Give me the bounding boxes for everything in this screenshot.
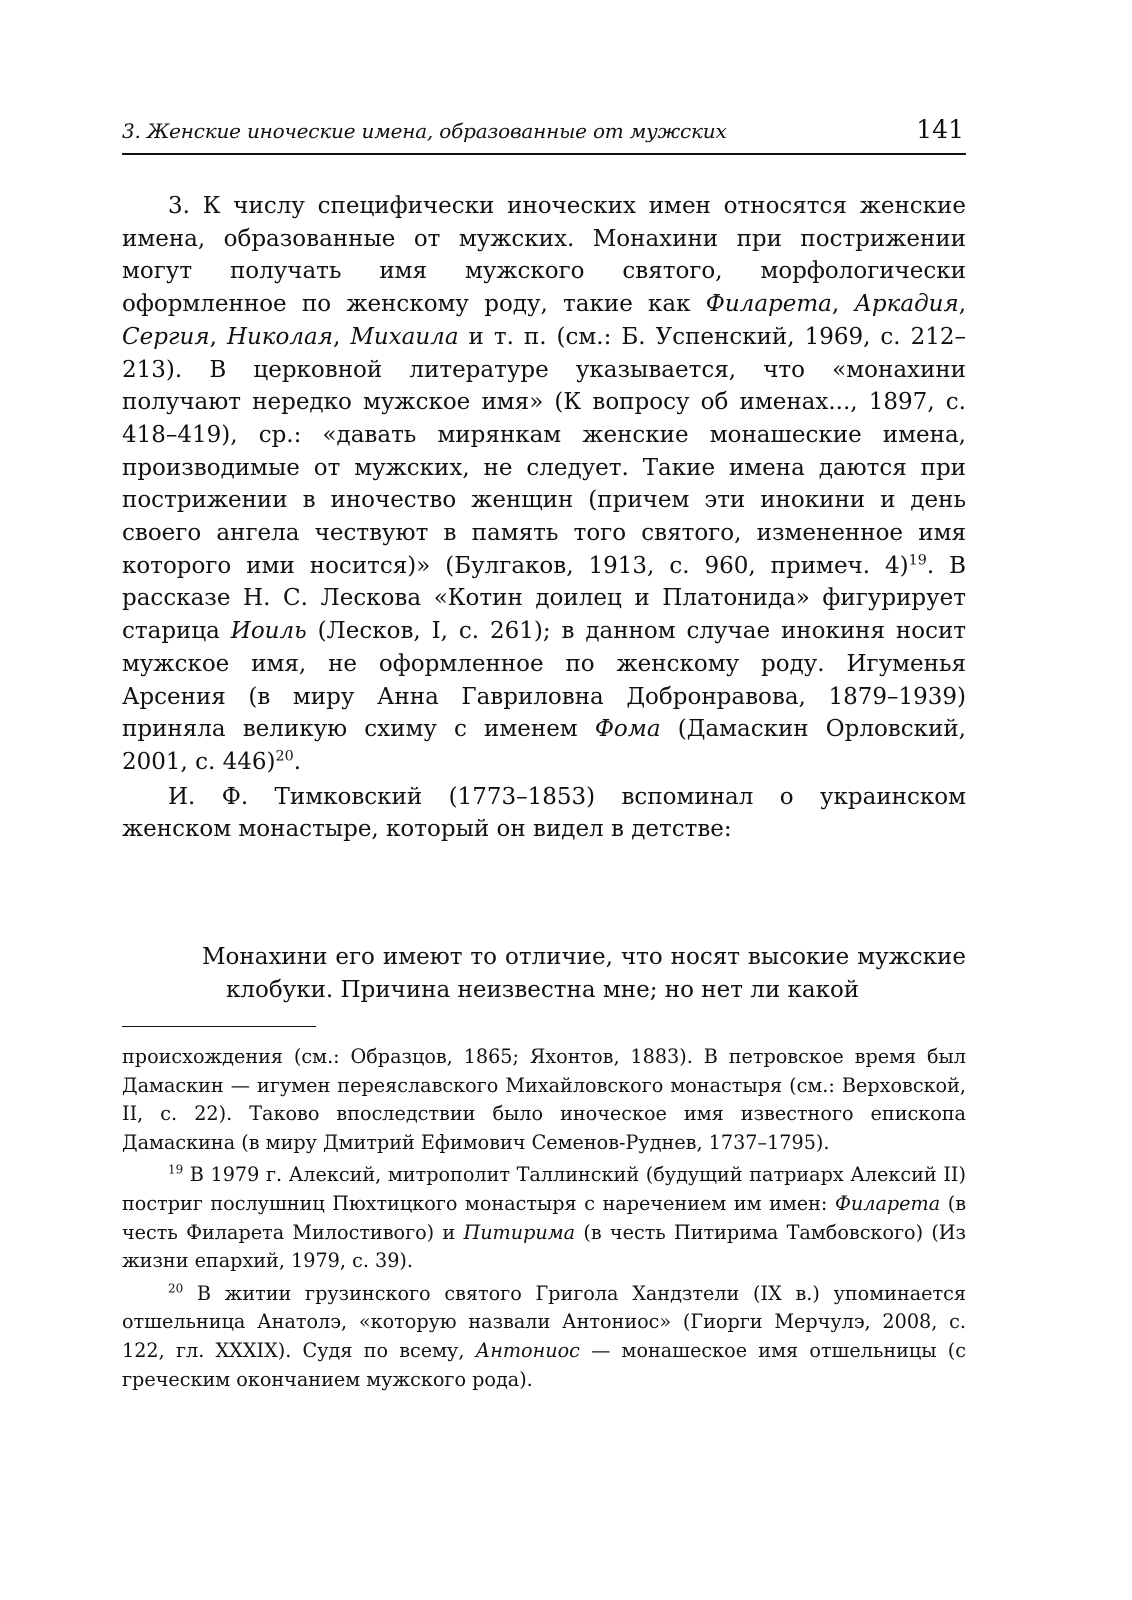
block-quote xyxy=(202,941,966,1006)
italic-name: Филарета xyxy=(705,291,832,318)
running-head: 3. Женские иноческие имена, образованные от мужских xyxy=(122,119,727,143)
footnote-19: $^{19}$ В 1979 г. Алексий, митрополит Таллинский (будущий патриарх Алексий II) постриг послушниц Пюхтицкого монастыря с наречением им имен: Филарета (в честь Филарета Милостивого) и Питирима (в честь Питирима Тамбовского) (Из жизни епархий, 1979, с. 39). xyxy=(122,1162,967,1273)
paragraph-1: 3. К числу специфически иноческих имен относятся женские имена, образованные от мужских. Монахини при пострижении могут получать имя мужского святого, морфологически оформленное по женскому роду, такие как Филарета, Аркадия, Сергия, Николая, Михаила и т. п. (см.: Б. Успенский, 1969, с. 212–213). В церковной литературе указывается, что «монахини получают нередко мужское имя» (К вопросу об именах..., 1897, с. 418–419), ср.: «давать мирянкам женские монашеские имена, производимые от мужских, не следует. Такие имена даются при пострижении в иночество женщин (причем эти инокини и день своего ангела чествуют в память того святого, измененное имя которого ими носится)» (Булгаков, 1913, с. 960, примеч. 4)$^{19}$. В рассказе Н. С. Лескова «Котин доилец и Платонида» фигурирует старица Иоиль (Лесков, I, с. 261); в данном случае инокиня носит мужское имя, не оформленное по женскому роду. Игуменья Арсения (в миру Анна Гавриловна Добронравова, 1879–1939) приняла великую схиму с именем Фома (Дамаскин Орловский, 2001, с. 446)$^{20}$. xyxy=(122,193,967,775)
paragraph-2: И. Ф. Тимковский (1773–1853) вспоминал о украинском женском монастыре, который он видел в детстве: xyxy=(122,783,966,843)
footnote-mark-20: 20 xyxy=(168,1281,184,1296)
italic-name: Аркадия xyxy=(854,291,959,318)
italic-name: Иоиль xyxy=(230,618,307,645)
page-number: 141 xyxy=(916,115,964,144)
italic-name: Питирима xyxy=(463,1220,576,1244)
main-text xyxy=(122,190,966,846)
footnote-continuation: происхождения (см.: Образцов, 1865; Яхонтов, 1883). В петровское время был Дамаскин — игумен переяславского Михайловского монастыря (см.: Верховской, II, с. 22). Таково впоследствии было иноческое имя известного епископа Дамаскина (в миру Дмитрий Ефимович Семенов-Руднев, 1737–1795). xyxy=(122,1045,966,1154)
italic-name: Николая xyxy=(226,323,333,350)
italic-name: Михаила xyxy=(350,323,459,350)
footnote-mark-19: 19 xyxy=(168,1162,184,1177)
italic-name: Фома xyxy=(594,716,661,743)
footnotes xyxy=(122,1043,966,1394)
footnote-rule xyxy=(122,1026,316,1027)
italic-name: Антониос xyxy=(475,1338,580,1362)
footnote-ref-19[interactable]: 19 xyxy=(908,552,927,569)
footnote-ref-20[interactable]: 20 xyxy=(275,748,294,765)
italic-name: Сергия xyxy=(122,323,210,350)
page-header xyxy=(122,113,966,155)
italic-name: Филарета xyxy=(834,1191,941,1215)
quote-text: Монахини его имеют то отличие, что носят высокие мужские клобуки. Причина неизвестна мне; но нет ли какой xyxy=(202,944,966,1003)
footnote-20: $^{20}$ В житии грузинского святого Григола Хандзтели (IX в.) упоминается отшельница Анатолэ, «которую назвали Антониос» (Гиорги Мерчулэ, 2008, с. 122, гл. XXXIX). Судя по всему, Антониос — монашеское имя отшельницы (с греческим окончанием мужского рода). xyxy=(122,1281,966,1391)
